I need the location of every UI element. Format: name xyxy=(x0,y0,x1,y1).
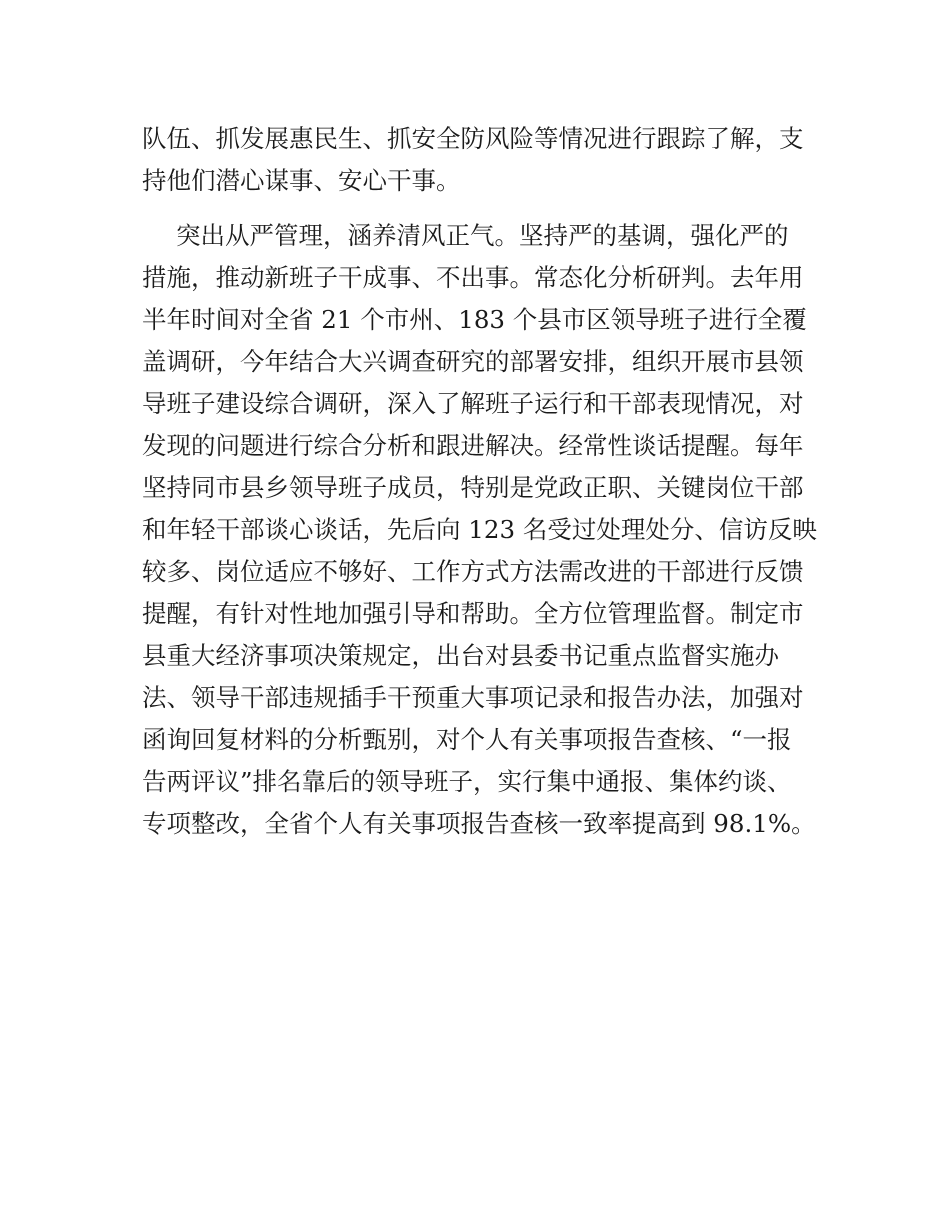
text-line: 函询回复材料的分析甄别，对个人有关事项报告查核、“一报 xyxy=(142,725,792,754)
text-line: 盖调研，今年结合大兴调查研究的部署安排，组织开展市县领 xyxy=(142,347,804,376)
text-line: 导班子建设综合调研，深入了解班子运行和干部表现情况，对 xyxy=(142,389,804,418)
text-line: 和年轻干部谈心谈话，先后向 123 名受过处理处分、信访反映 xyxy=(142,515,817,544)
text-line: 持他们潜心谋事、安心干事。 xyxy=(142,166,461,195)
text-line: 发现的问题进行综合分析和跟进解决。经常性谈话提醒。每年 xyxy=(142,431,804,460)
text-line: 县重大经济事项决策规定，出台对县委书记重点监督实施办 xyxy=(142,641,779,670)
text-line: 较多、岗位适应不够好、工作方式方法需改进的干部进行反馈 xyxy=(142,557,804,586)
text-line: 队伍、抓发展惠民生、抓安全防风险等情况进行跟踪了解，支 xyxy=(142,124,804,153)
text-line: 半年时间对全省 21 个市州、183 个县市区领导班子进行全覆 xyxy=(142,305,807,334)
text-line: 措施，推动新班子干成事、不出事。常态化分析研判。去年用 xyxy=(142,263,804,292)
text-line: 提醒，有针对性地加强引导和帮助。全方位管理监督。制定市 xyxy=(142,599,804,628)
text-line: 突出从严管理，涵养清风正气。坚持严的基调，强化严的 xyxy=(176,221,789,250)
text-line: 坚持同市县乡领导班子成员，特别是党政正职、关键岗位干部 xyxy=(142,473,804,502)
text-line: 法、领导干部违规插手干预重大事项记录和报告办法，加强对 xyxy=(142,683,804,712)
text-line: 告两评议”排名靠后的领导班子，实行集中通报、集体约谈、 xyxy=(142,767,792,796)
text-line: 专项整改，全省个人有关事项报告查核一致率提高到 98.1%。 xyxy=(142,809,816,838)
